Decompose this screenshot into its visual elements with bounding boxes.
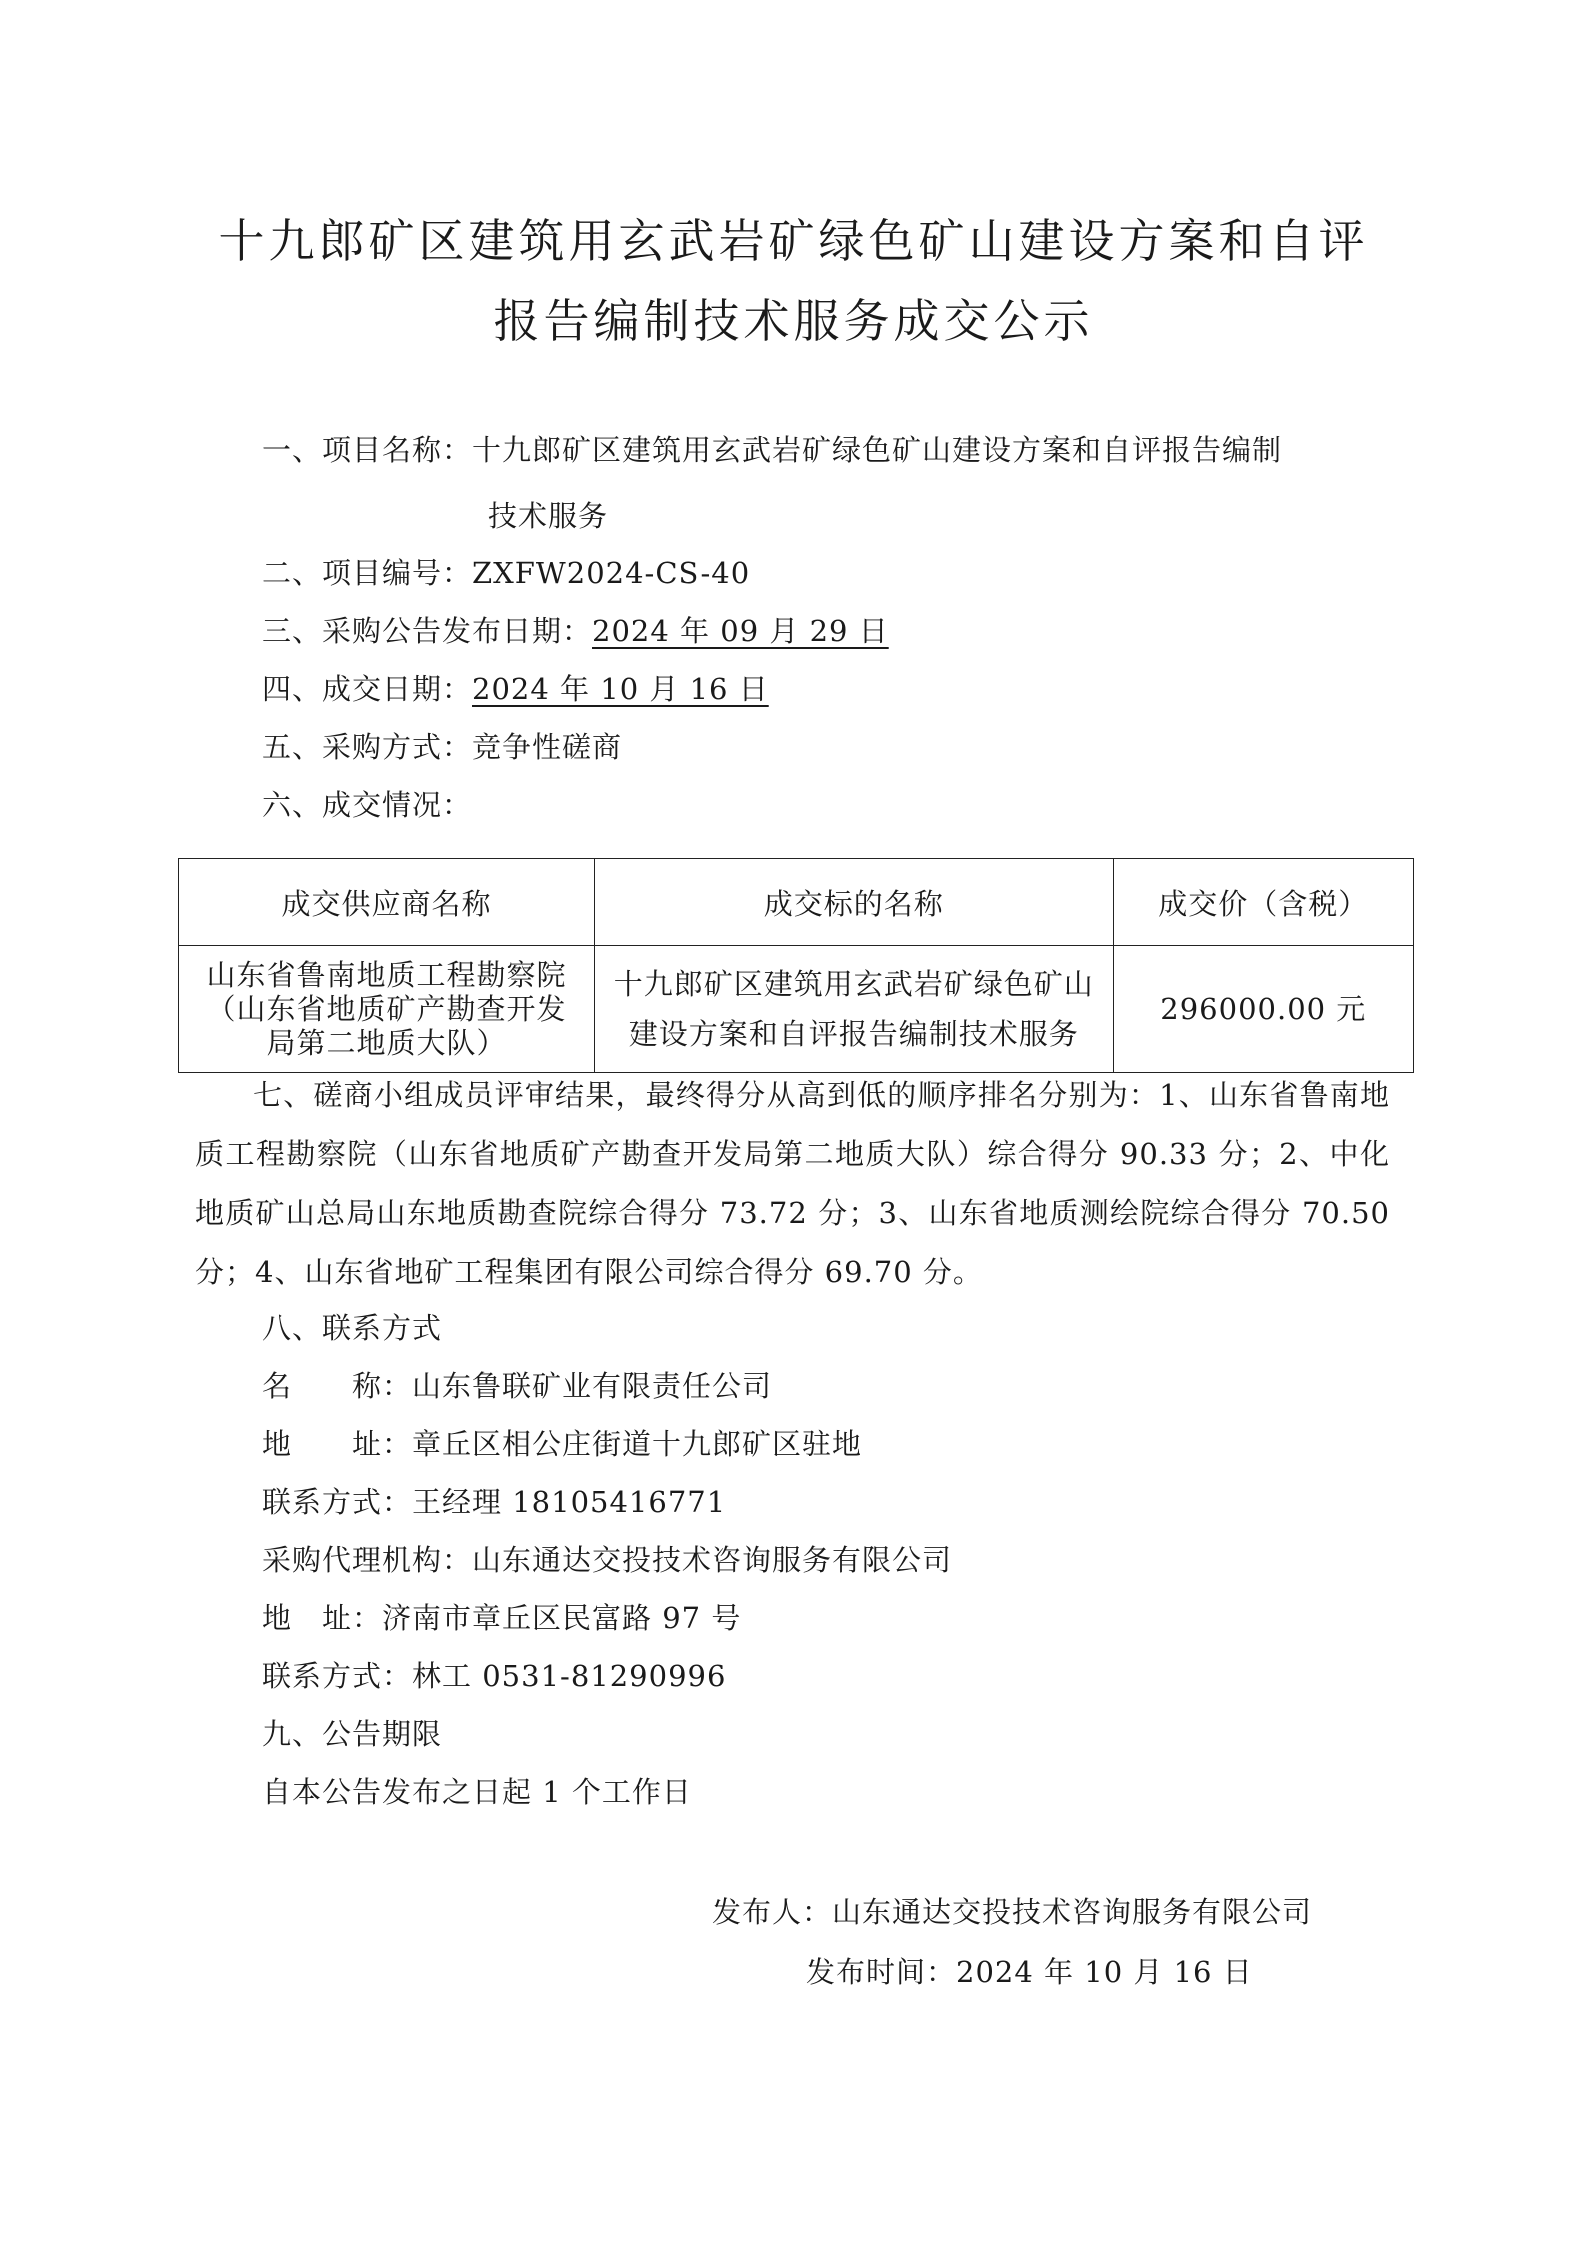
agency-name: 采购代理机构：山东通达交投技术咨询服务有限公司 <box>262 1543 953 1577</box>
header-price: 成交价（含税） <box>1113 859 1413 946</box>
method-label: 五、采购方式： <box>262 730 473 764</box>
period-text: 自本公告发布之日起 1 个工作日 <box>262 1775 692 1809</box>
document-title-line-2: 报告编制技术服务成交公示 <box>493 294 1094 348</box>
deal-date-row <box>262 672 769 706</box>
deal-date-label: 四、成交日期： <box>262 672 473 706</box>
supplier-line-2: （山东省地质矿产勘查开发 <box>206 992 567 1026</box>
supplier-line-3: 局第二地质大队） <box>266 1026 507 1060</box>
buyer-name: 名 称：山东鲁联矿业有限责任公司 <box>262 1369 773 1403</box>
publish-date-value: 2024 年 09 月 29 日 <box>592 614 889 648</box>
method-row <box>262 730 623 764</box>
deal-table <box>178 858 1414 1073</box>
contact-heading: 八、联系方式 <box>262 1311 443 1345</box>
document-title-line-1: 十九郎矿区建筑用玄武岩矿绿色矿山建设方案和自评 <box>218 214 1369 268</box>
supplier-line-1: 山东省鲁南地质工程勘察院 <box>206 958 567 992</box>
buyer-address: 地 址：章丘区相公庄街道十九郎矿区驻地 <box>262 1427 863 1461</box>
header-supplier: 成交供应商名称 <box>179 859 595 946</box>
project-no-label: 二、项目编号： <box>262 556 473 590</box>
period-heading: 九、公告期限 <box>262 1717 443 1751</box>
item-line-2: 建设方案和自评报告编制技术服务 <box>628 1017 1079 1051</box>
cell-price: 296000.00 元 <box>1113 946 1413 1073</box>
header-item: 成交标的名称 <box>595 859 1114 946</box>
publish-date-label: 三、采购公告发布日期： <box>262 614 593 648</box>
item-line-1: 十九郎矿区建筑用玄武岩矿绿色矿山 <box>613 967 1094 1001</box>
publish-time: 发布时间：2024 年 10 月 16 日 <box>806 1955 1253 1989</box>
publish-date-row <box>262 614 889 648</box>
buyer-phone: 联系方式：王经理 18105416771 <box>262 1485 727 1519</box>
agency-address: 地 址：济南市章丘区民富路 97 号 <box>262 1601 742 1635</box>
project-no-value: ZXFW2024-CS-40 <box>472 556 751 590</box>
publisher: 发布人：山东通达交投技术咨询服务有限公司 <box>712 1895 1313 1929</box>
agency-phone: 联系方式：林工 0531-81290996 <box>262 1659 727 1693</box>
table-header-row <box>179 859 1414 946</box>
method-value: 竞争性磋商 <box>472 730 623 764</box>
project-name-value-1: 十九郎矿区建筑用玄武岩矿绿色矿山建设方案和自评报告编制 <box>472 433 1283 467</box>
project-no-row <box>262 556 751 590</box>
project-name-row <box>262 433 1283 467</box>
deal-date-value: 2024 年 10 月 16 日 <box>472 672 769 706</box>
project-name-label: 一、项目名称： <box>262 433 473 467</box>
cell-supplier <box>179 946 595 1073</box>
table-row <box>179 946 1414 1073</box>
review-result-paragraph: 七、磋商小组成员评审结果，最终得分从高到低的顺序排名分别为：1、山东省鲁南地质工程勘察院（山东省地质矿产勘查开发局第二地质大队）综合得分 90.33 分；2、中化地质矿山总局山东地质勘查院综合得分 73.72 分；3、山东省地质测绘院综合得分 70.50 分；4、山东省地矿工程集团有限公司综合得分 69.70 分。 <box>195 1078 1390 1289</box>
project-name-value-2: 技术服务 <box>488 499 609 533</box>
cell-item <box>595 946 1114 1073</box>
deal-info-heading: 六、成交情况： <box>262 788 473 822</box>
